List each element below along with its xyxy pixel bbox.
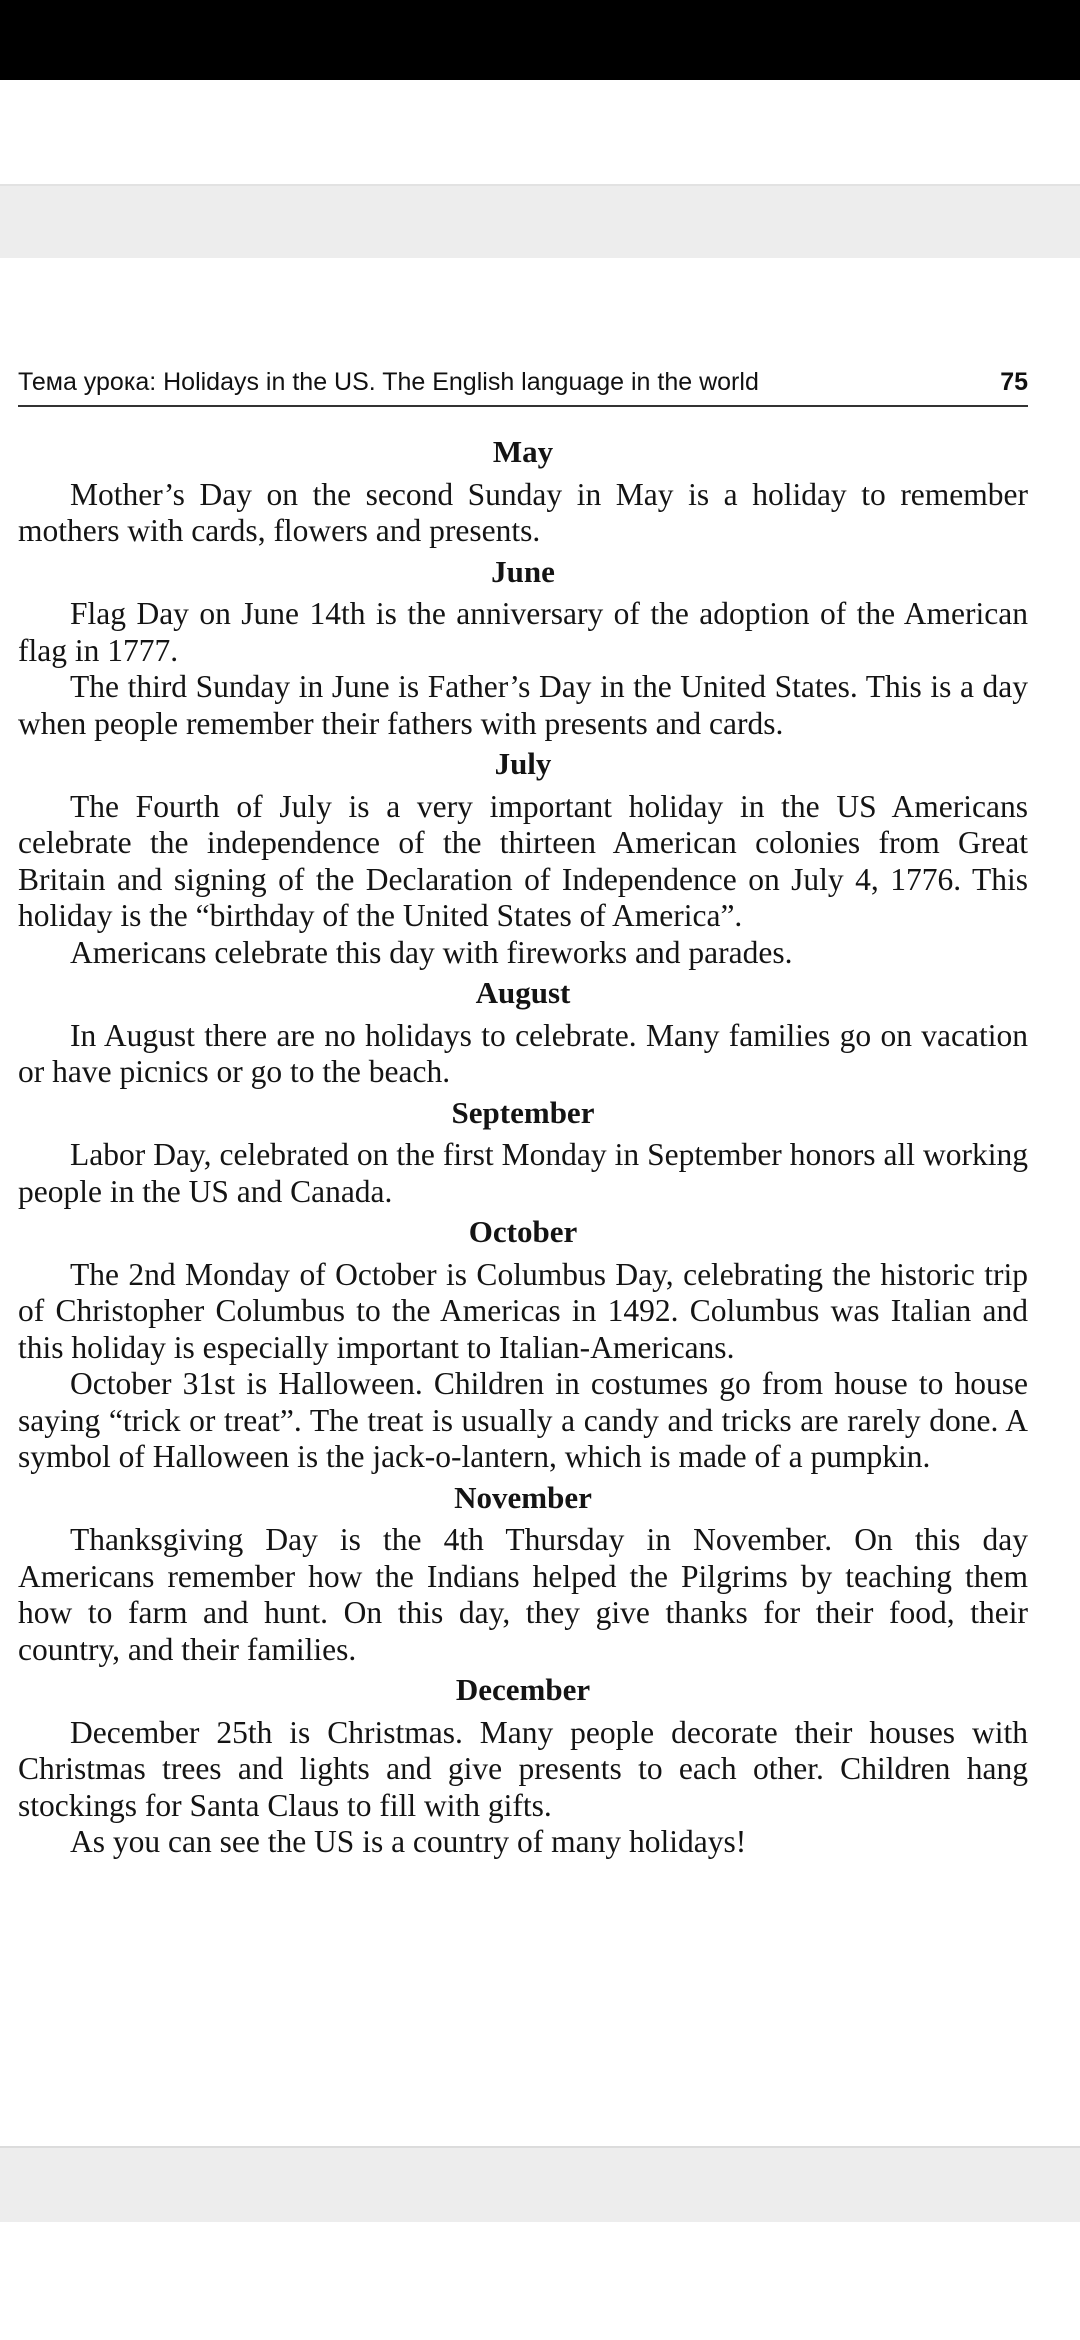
paragraph: The 2nd Monday of October is Columbus Day, celebrating the historic trip of Christopher Columbus to the Americas in 1492. Columbus was Italian and this holiday is especially important to Italian-Americans. (18, 1256, 1028, 1365)
heading-august: August (475, 975, 571, 1010)
paragraph: Thanksgiving Day is the 4th Thursday in November. On this day Americans remember how the Indians helped the Pilgrims by teaching them how to farm and hunt. On this day, they give thanks for their food, their country, and their families. (18, 1522, 1028, 1667)
page-gap-bottom (0, 2146, 1080, 2224)
viewer-top-spacer (0, 80, 1080, 184)
heading-june: June (491, 553, 555, 589)
book-page (0, 258, 1080, 2144)
heading-july: July (494, 746, 552, 781)
paragraph: October 31st is Halloween. Children in costumes go from house to house saying “trick or treat”. The treat is usually a candy and tricks are rarely done. A symbol of Halloween is the jack-o-lantern, which is made of a pumpkin. (18, 1366, 1028, 1474)
paragraph: The third Sunday in June is Father’s Day in the United States. This is a day when people remember their fathers with presents and cards. (18, 669, 1028, 741)
paragraph: The Fourth of July is a very important holiday in the US Americans celebrate the independence of the thirteen American colonies from Great Britain and signing of the Declaration of Independence on July 4, 1776. This holiday is the “birthday of the United States of America”. (18, 788, 1028, 933)
running-header (18, 368, 1028, 404)
paragraph: Flag Day on June 14th is the anniversary of the adoption of the American flag in 1777. (18, 596, 1028, 668)
header-rule (18, 405, 1028, 407)
paragraph: In August there are no holidays to celebrate. Many families go on vacation or have picnics or go to the beach. (18, 1017, 1028, 1089)
page-number: 75 (1000, 368, 1028, 396)
heading-december: December (455, 1672, 591, 1707)
lesson-title: Тема урока: Holidays in the US. The English language in the world (18, 368, 759, 396)
paragraph: December 25th is Christmas. Many people decorate their houses with Christmas trees and lights and give presents to each other. Children hang stockings for Santa Claus to fill with gifts. (18, 1714, 1028, 1823)
heading-may: May (492, 434, 554, 469)
paragraph: As you can see the US is a country of many holidays! (70, 1824, 747, 1859)
heading-october: October (468, 1214, 578, 1249)
page-gap-top (0, 184, 1080, 260)
paragraph: Mother’s Day on the second Sunday in May is a holiday to remember mothers with cards, flowers and presents. (18, 476, 1028, 548)
paragraph: Americans celebrate this day with fireworks and parades. (70, 934, 793, 970)
heading-november: November (454, 1479, 592, 1515)
page-content (18, 430, 1028, 1861)
status-bar (0, 0, 1080, 80)
paragraph: Labor Day, celebrated on the first Monday in September honors all working people in the US and Canada. (18, 1137, 1028, 1209)
next-page-top (0, 2222, 1080, 2340)
heading-september: September (451, 1094, 595, 1130)
